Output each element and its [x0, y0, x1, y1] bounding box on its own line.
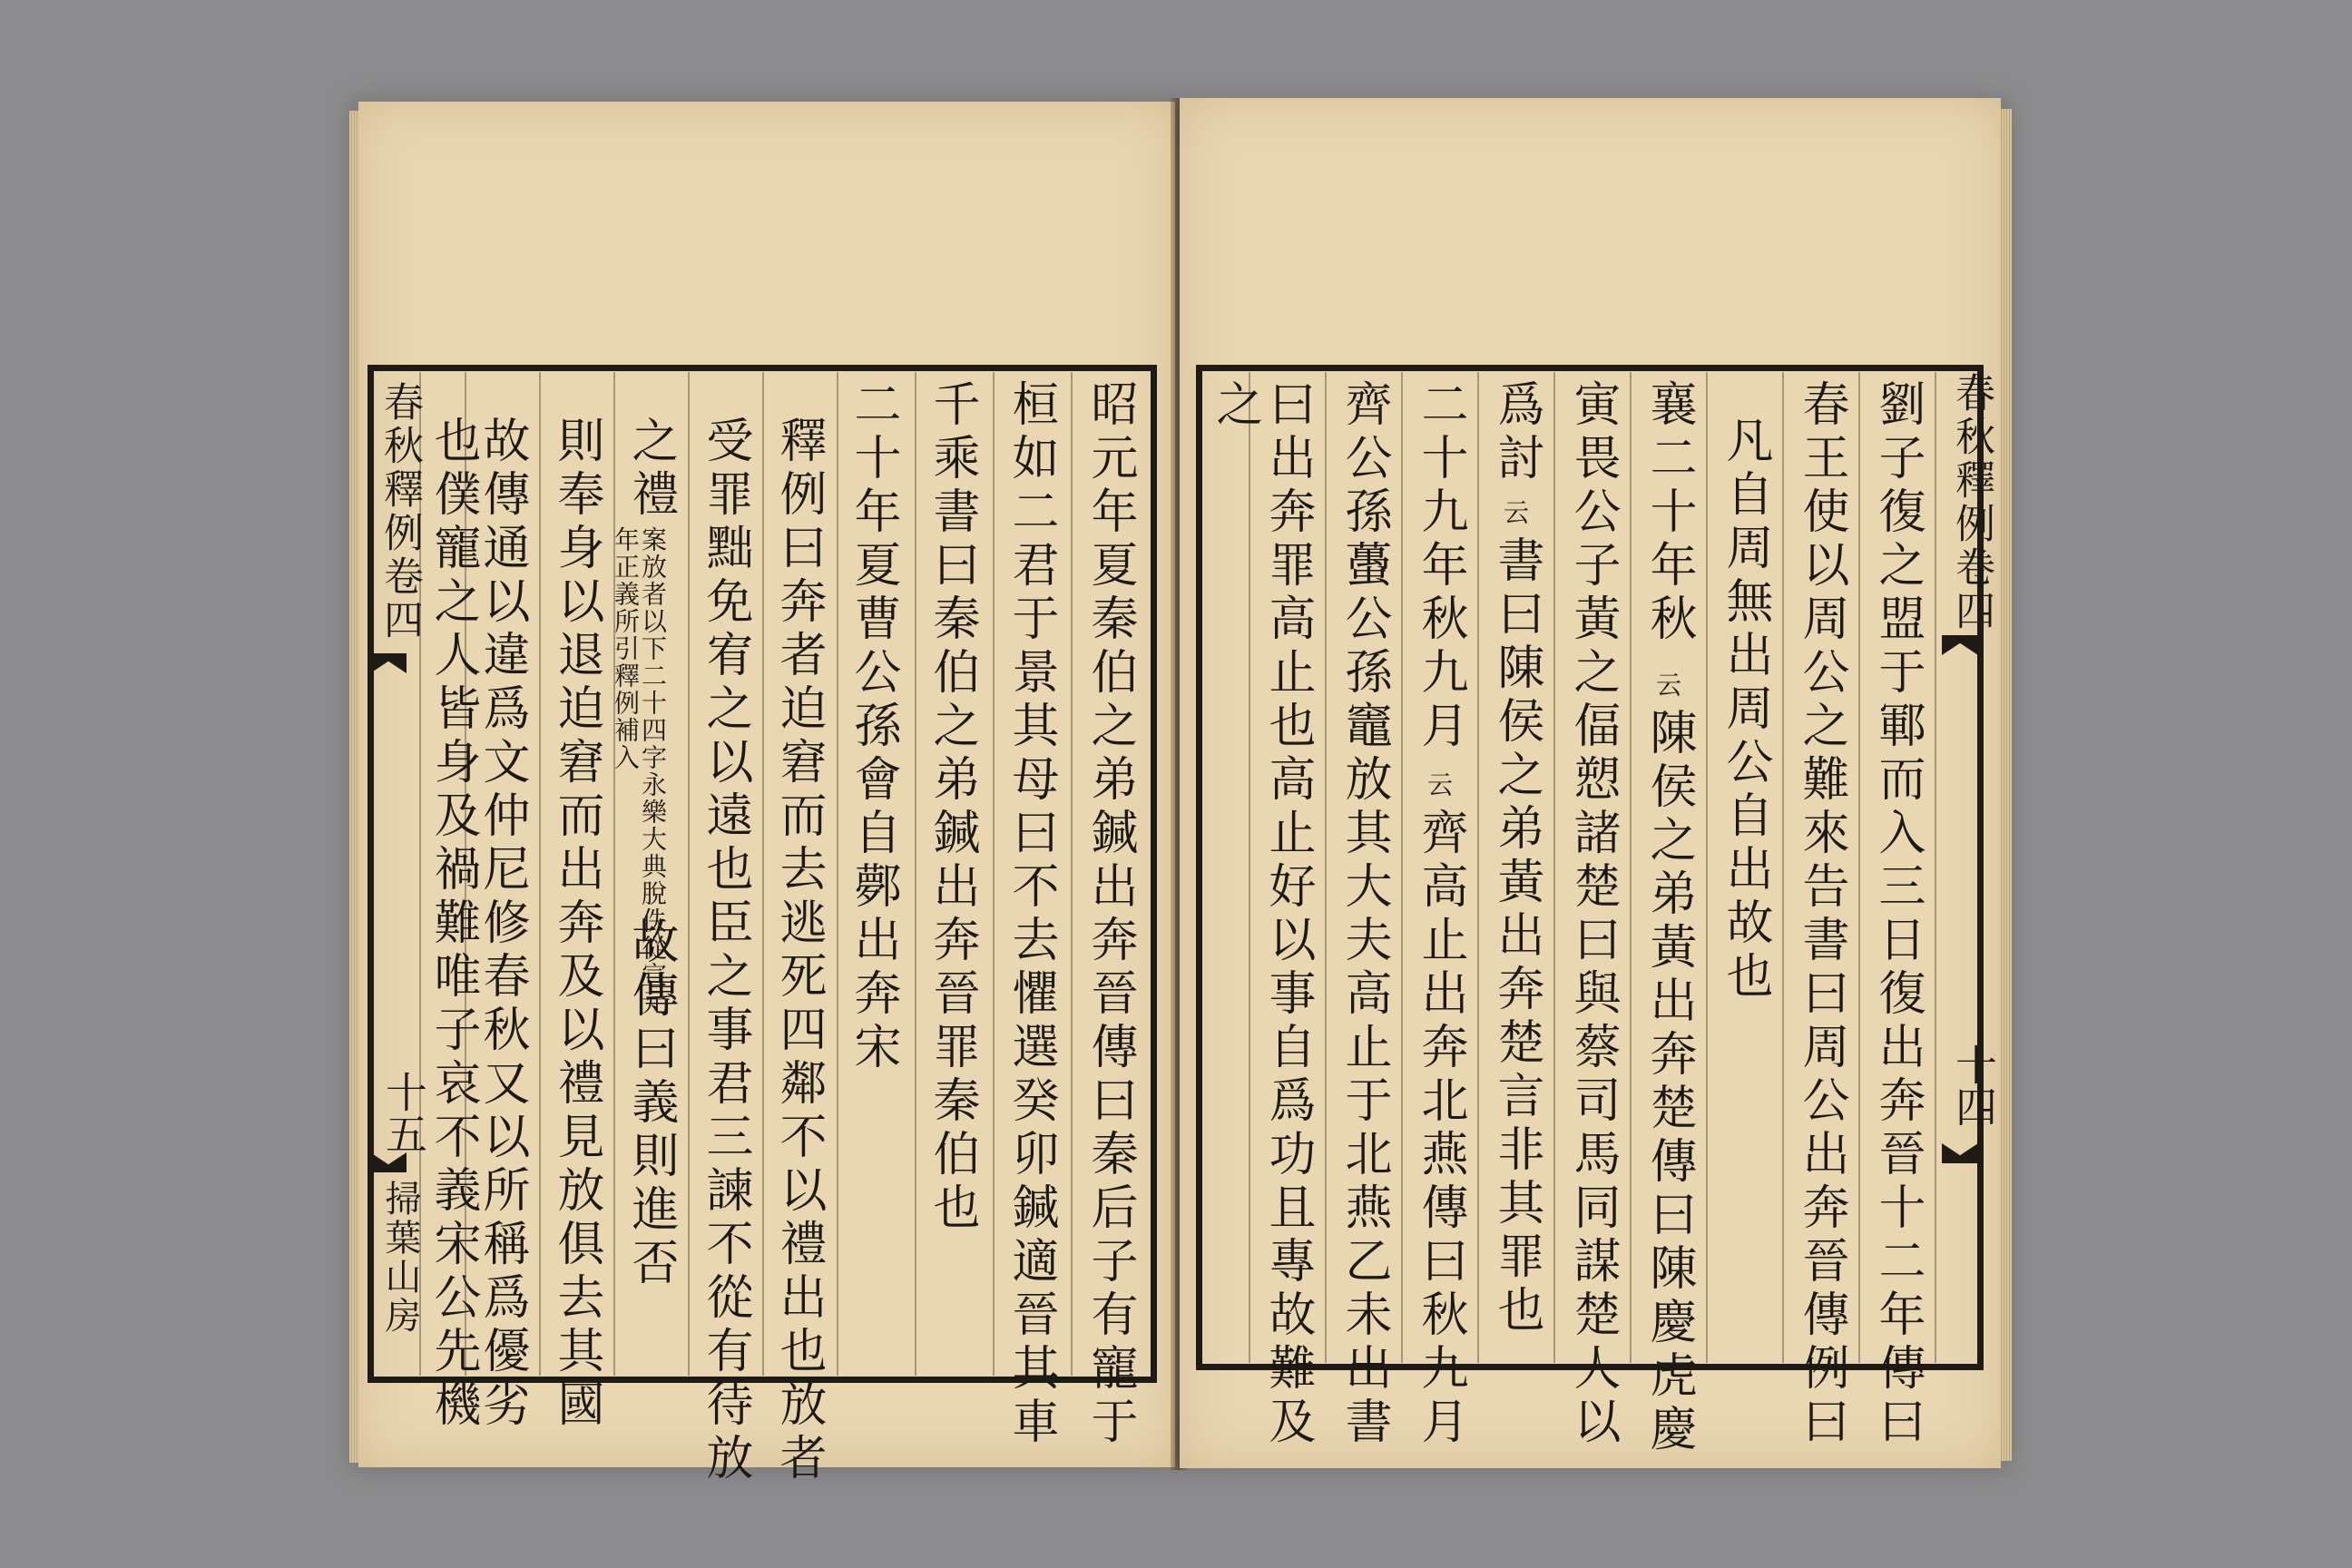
right-rule-3	[1706, 372, 1708, 1363]
right-col-7a: 二十九年秋九月	[1413, 379, 1467, 754]
left-rule-9	[465, 372, 466, 1376]
left-col-3: 千乘書曰秦伯之弟鍼出奔晉罪秦伯也	[925, 379, 979, 1236]
left-publisher: 掃葉山房	[379, 1180, 421, 1336]
left-col-4: 二十年夏曹公孫會自鄸出奔宋	[846, 379, 900, 1075]
right-col-8: 齊公孫蠆公孫竈放其大夫高止于北燕乙未出書	[1337, 379, 1391, 1450]
left-rule-4	[837, 372, 838, 1376]
right-col-6a: 爲討	[1489, 379, 1544, 486]
left-rule-8	[539, 372, 541, 1376]
right-banxin-rule	[1935, 372, 1936, 1363]
left-rule-5	[762, 372, 764, 1376]
left-col-5: 釋例曰奔者迫窘而去逃死四鄰不以禮出也放者	[771, 416, 826, 1486]
left-rule-3	[915, 372, 916, 1376]
left-rule-2	[993, 372, 995, 1376]
left-col-10: 也僕寵之人皆身及禍難唯子哀不義宋公先機	[426, 416, 480, 1433]
right-col-2: 春王使以周公之難來告書曰周公出奔晉傳例曰	[1794, 379, 1848, 1450]
right-col-6b: 書曰陳侯之弟黃出奔楚言非其罪也	[1489, 535, 1544, 1338]
right-page-number: 十四	[1949, 1044, 1998, 1127]
left-page-number: 十五	[379, 1071, 428, 1154]
right-col-1: 劉子復之盟于鄆而入三日復出奔晉十二年傳曰	[1870, 379, 1925, 1450]
right-rule-8	[1325, 372, 1327, 1363]
right-rule-2	[1782, 372, 1784, 1363]
left-rule-1	[1071, 372, 1073, 1376]
right-rule-5	[1553, 372, 1555, 1363]
right-mark-2: 云	[1500, 499, 1530, 526]
left-note: 案放者以下二十四字永樂大典脫佚從宣元年正義所引釋例補入	[611, 526, 668, 1016]
left-banxin-rule	[419, 372, 421, 1376]
left-rule-7	[613, 372, 615, 1376]
left-col-8: 則奉身以退迫窘而出奔及以禮見放俱去其國	[549, 416, 603, 1433]
left-col-7: 之禮	[623, 416, 678, 523]
left-banxin-title: 春秋釋例卷四	[377, 381, 423, 642]
right-col-7b: 齊高止出奔北燕傳曰秋九月	[1413, 808, 1467, 1450]
right-col-4a: 襄二十年秋	[1642, 379, 1696, 647]
left-col-2: 桓如二君于景其母曰不去懼選癸卯鍼適晉其車	[1004, 379, 1058, 1450]
left-col-6: 受罪黜免宥之以遠也臣之事君三諫不從有待放	[698, 416, 752, 1486]
right-rule-6	[1477, 372, 1479, 1363]
right-col-5: 寅畏公子黃之偪愬諸楚曰與蔡司馬同謀楚人以	[1565, 379, 1620, 1450]
right-col-3: 凡自周無出周公自出故也	[1718, 416, 1772, 1004]
left-col-9: 故傳通以違爲文仲尼修春秋又以所稱爲優劣	[475, 416, 529, 1433]
right-rule-4	[1630, 372, 1632, 1363]
page-edges-right	[1999, 109, 2012, 1461]
right-banxin-title: 春秋釋例卷四	[1948, 372, 1994, 633]
right-col-9: 曰出奔罪高止也高止好以事自爲功且專故難及	[1260, 379, 1315, 1450]
right-col-10: 之	[1208, 379, 1262, 433]
right-rule-9	[1249, 372, 1250, 1363]
left-col-7b: 故傳曰義則進否	[623, 916, 678, 1291]
right-col-4b: 陳侯之弟黃出奔楚傳曰陳慶虎慶	[1642, 708, 1696, 1457]
right-mark-1: 云	[1652, 671, 1682, 699]
left-col-1: 昭元年夏秦伯之弟鍼出奔晉傳曰秦后子有寵于	[1083, 379, 1137, 1450]
left-rule-6	[688, 372, 690, 1376]
right-mark-3: 云	[1424, 771, 1454, 799]
right-rule-1	[1858, 372, 1860, 1363]
right-rule-7	[1401, 372, 1403, 1363]
